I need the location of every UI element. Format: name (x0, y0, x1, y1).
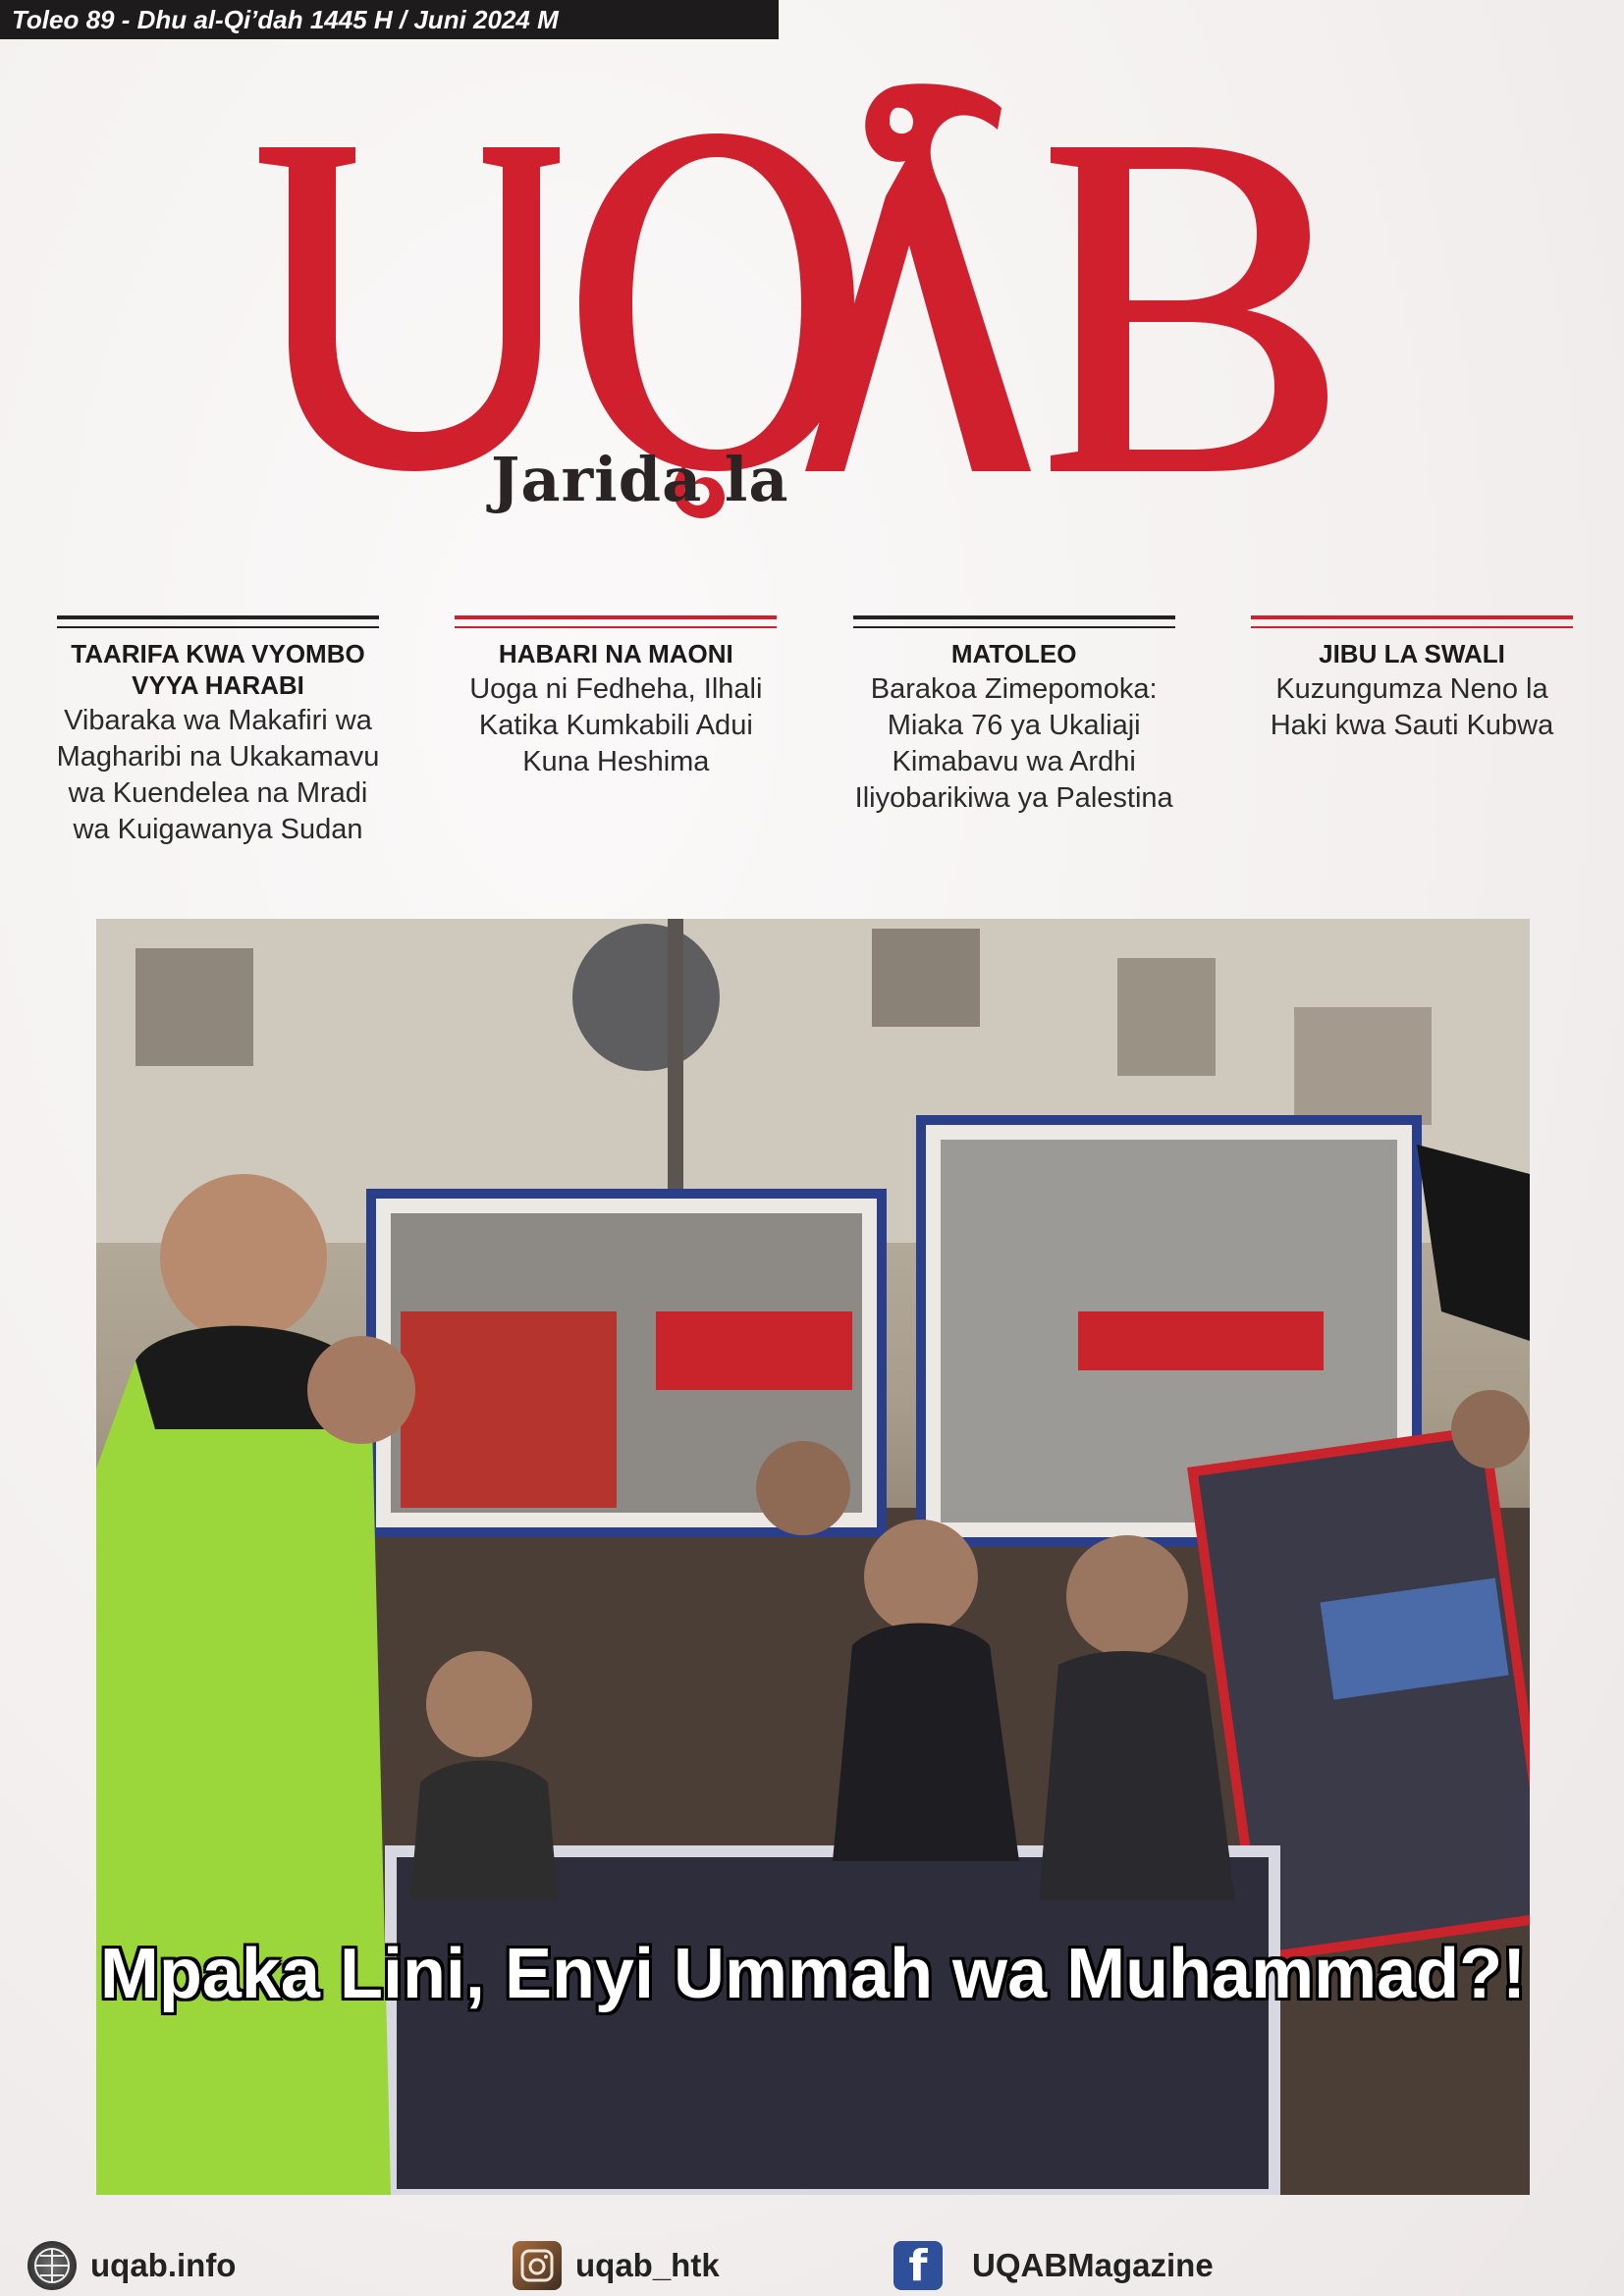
section-category: HABARI NA MAONI (498, 639, 733, 668)
cover-headline: Mpaka Lini, Enyi Ummah wa Muhammad?! (99, 1935, 1527, 2013)
cover-photo (96, 919, 1530, 2195)
section-title: Uoga ni Fedheha, Ilhali Katika Kumkabili Adui Kuna Heshima (469, 673, 763, 777)
section-matoleo[interactable] (847, 615, 1181, 881)
section-divider (455, 615, 777, 628)
magazine-subtitle: Jarida la (491, 444, 789, 515)
issue-banner (0, 0, 779, 39)
masthead-logo (245, 79, 1394, 550)
website-link[interactable] (27, 2236, 236, 2295)
section-title: Barakoa Zimepomoka: Miaka 76 ya Ukaliaji Kimabavu wa Ardhi Iliyobarikiwa ya Palestina (854, 673, 1173, 814)
section-title: Kuzungumza Neno la Haki kwa Sauti Kubwa (1270, 673, 1554, 741)
section-taarifa[interactable] (51, 615, 385, 881)
issue-label: Toleo 89 - Dhu al-Qi’dah 1445 H / Juni 2024 M (12, 5, 559, 34)
instagram-icon (513, 2241, 562, 2290)
instagram-link[interactable] (513, 2236, 720, 2295)
uqab-logo-icon (245, 79, 1394, 550)
section-divider (1251, 615, 1573, 628)
section-jibu[interactable] (1245, 615, 1579, 881)
globe-icon (27, 2241, 77, 2290)
section-divider (853, 615, 1175, 628)
facebook-link[interactable] (893, 2236, 1214, 2295)
section-category: JIBU LA SWALI (1319, 639, 1505, 668)
section-category: TAARIFA KWA VYOMBO VYYA HARABI (71, 639, 365, 700)
contents-row (51, 615, 1579, 881)
facebook-label: UQABMagazine (972, 2247, 1214, 2283)
website-label: uqab.info (90, 2247, 237, 2283)
instagram-label: uqab_htk (575, 2247, 720, 2283)
section-title: Vibaraka wa Makafiri wa Magharibi na Ukakamavu wa Kuendelea na Mradi wa Kuigawanya Sudan (56, 705, 380, 845)
facebook-icon: f (893, 2241, 943, 2290)
social-footer (0, 2236, 1624, 2295)
section-divider (57, 615, 379, 628)
section-category: MATOLEO (950, 639, 1077, 668)
section-habari[interactable] (449, 615, 783, 881)
